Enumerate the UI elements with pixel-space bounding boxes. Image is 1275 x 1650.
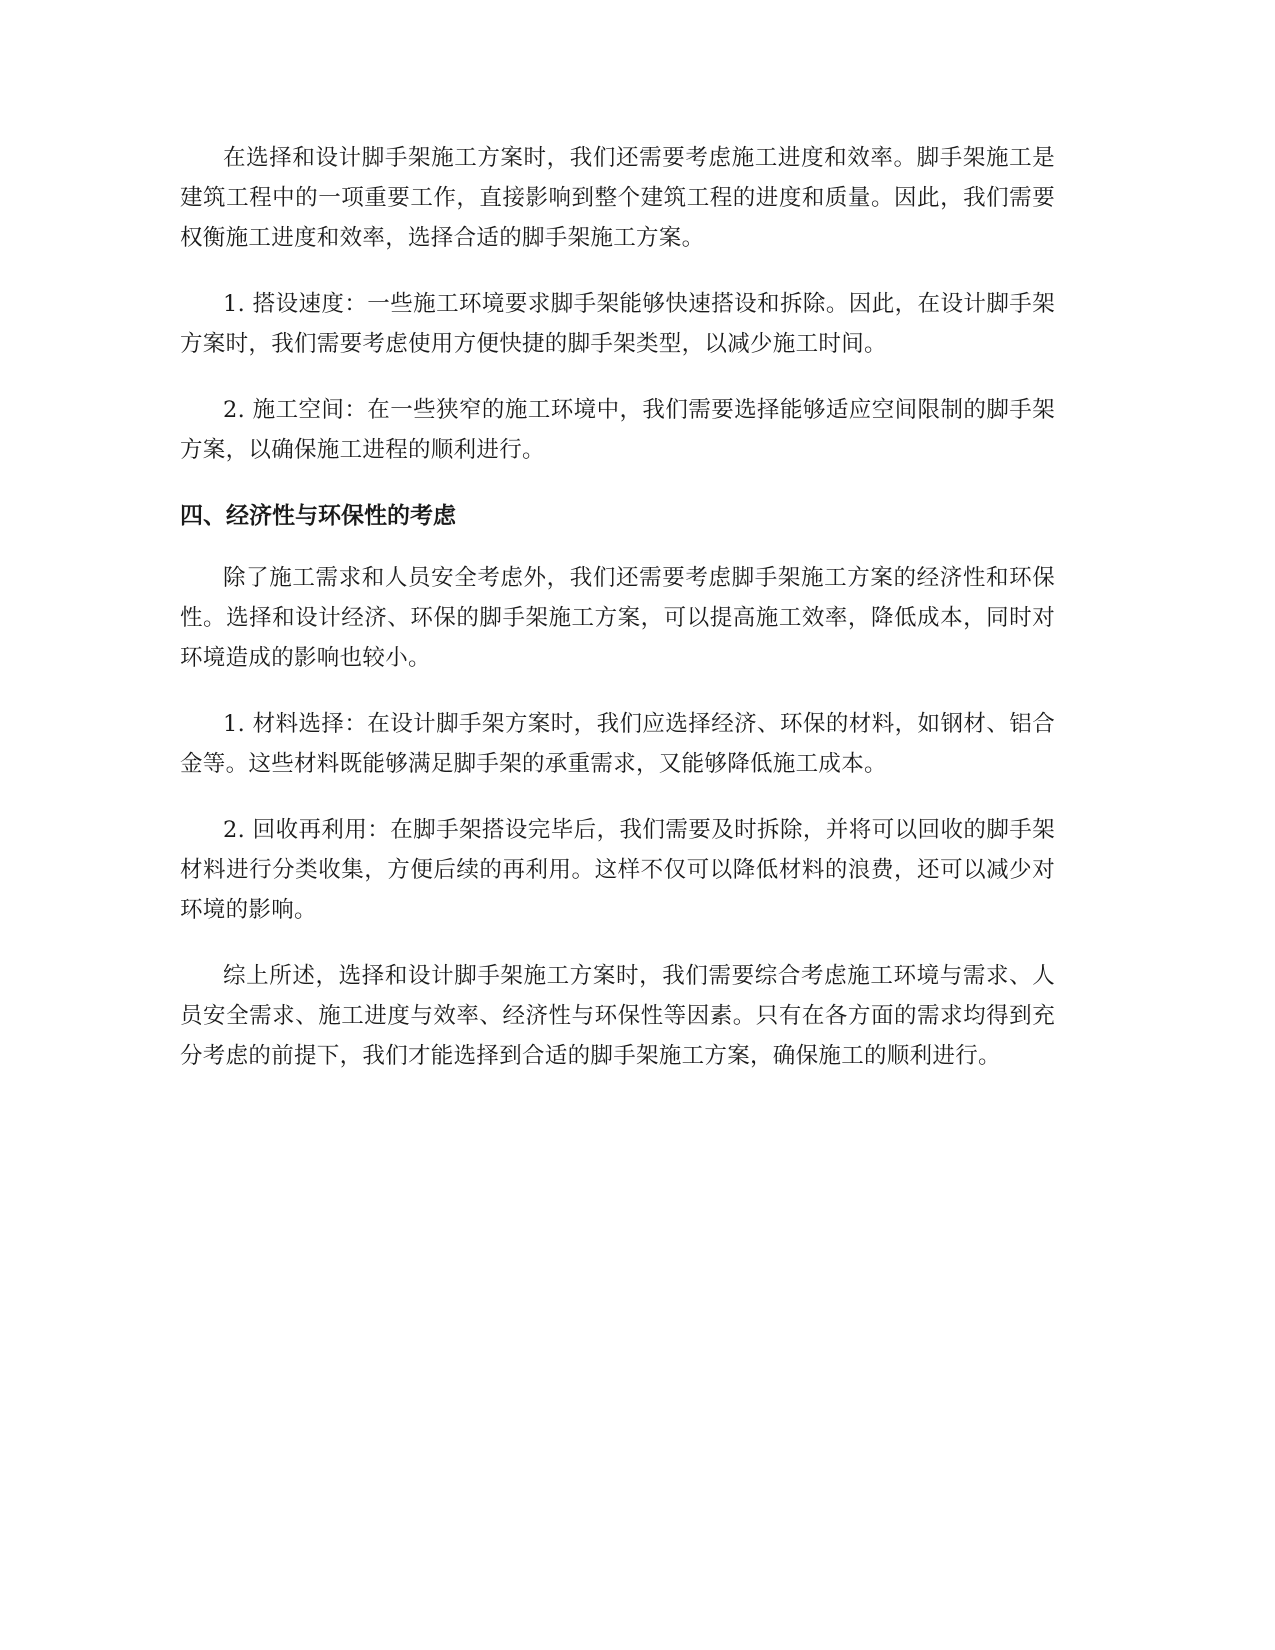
paragraph-economy-intro: 除了施工需求和人员安全考虑外，我们还需要考虑脚手架施工方案的经济性和环保性。选择和设计经济、环保的脚手架施工方案，可以提高施工效率，降低成本，同时对环境造成的影响也较小。	[180, 565, 1055, 671]
paragraph-construction-space: 2. 施工空间：在一些狭窄的施工环境中，我们需要选择能够适应空间限制的脚手架方案，以确保施工进程的顺利进行。	[180, 397, 1055, 463]
paragraph-conclusion: 综上所述，选择和设计脚手架施工方案时，我们需要综合考虑施工环境与需求、人员安全需求、施工进度与效率、经济性与环保性等因素。只有在各方面的需求均得到充分考虑的前提下，我们才能选择到合适的脚手架施工方案，确保施工的顺利进行。	[180, 963, 1055, 1069]
paragraph-recycling: 2. 回收再利用：在脚手架搭设完毕后，我们需要及时拆除，并将可以回收的脚手架材料进行分类收集，方便后续的再利用。这样不仅可以降低材料的浪费，还可以减少对环境的影响。	[180, 817, 1055, 923]
paragraph-material-selection: 1. 材料选择：在设计脚手架方案时，我们应选择经济、环保的材料，如钢材、铝合金等。这些材料既能够满足脚手架的承重需求，又能够降低施工成本。	[180, 711, 1055, 777]
document-page	[180, 138, 1055, 1102]
paragraph-progress-efficiency: 在选择和设计脚手架施工方案时，我们还需要考虑施工进度和效率。脚手架施工是建筑工程中的一项重要工作，直接影响到整个建筑工程的进度和质量。因此，我们需要权衡施工进度和效率，选择合适的脚手架施工方案。	[180, 145, 1055, 251]
section-heading: 四、经济性与环保性的考虑	[180, 503, 456, 529]
paragraph-setup-speed: 1. 搭设速度：一些施工环境要求脚手架能够快速搭设和拆除。因此，在设计脚手架方案时，我们需要考虑使用方便快捷的脚手架类型，以减少施工时间。	[180, 291, 1055, 357]
